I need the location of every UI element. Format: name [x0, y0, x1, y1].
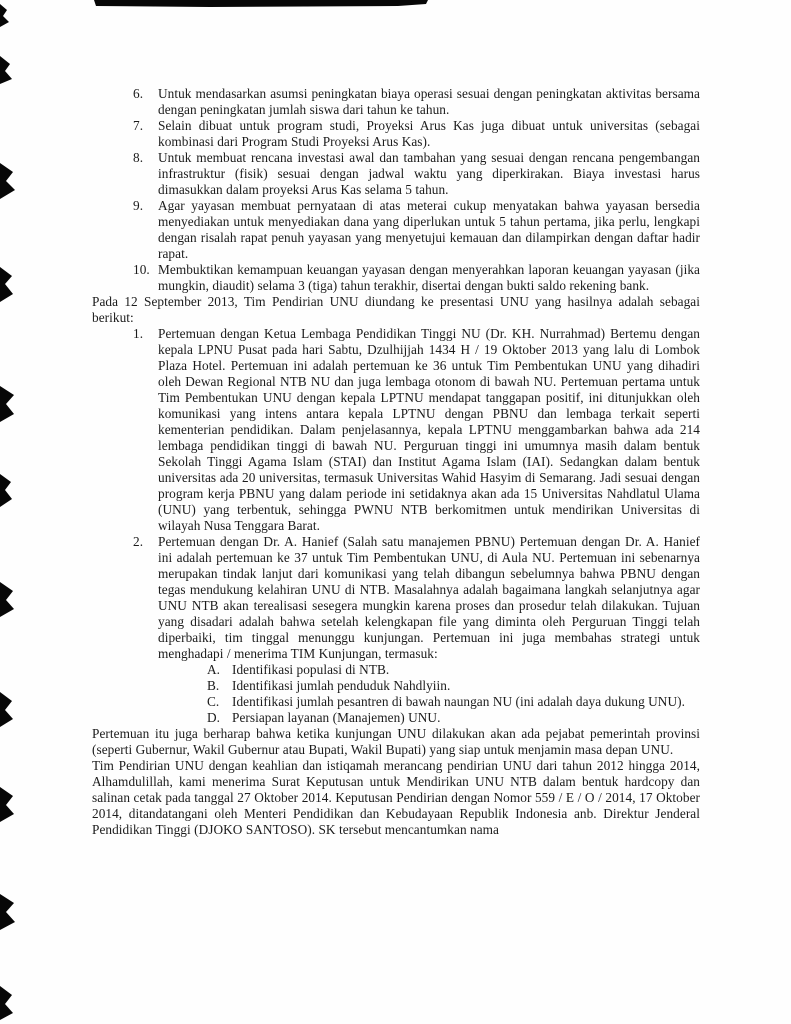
list-item-number: 10.	[133, 262, 150, 277]
list-item-meeting-2	[92, 534, 700, 662]
list-item	[92, 678, 700, 694]
list-item-number: 6.	[133, 86, 144, 101]
scan-artifact-left-mark	[0, 787, 14, 822]
scan-artifact-left-mark	[0, 692, 13, 727]
list-item-text: Untuk mendasarkan asumsi peningkatan biaya operasi sesuai dengan peningkatan aktivitas bersama dengan peningkatan jumlah siswa dari tahun ke tahun.	[158, 86, 700, 117]
list-item-number: 7.	[133, 118, 144, 133]
list-item-text: Persiapan layanan (Manajemen) UNU.	[232, 710, 441, 725]
scan-artifact-left-mark	[0, 894, 15, 930]
scan-artifact-left-mark	[0, 163, 15, 199]
list-item	[92, 198, 700, 262]
numbered-list-6-10	[92, 86, 700, 294]
lettered-sub-list	[92, 662, 700, 726]
list-item-number: 1.	[133, 326, 144, 341]
list-item-text: Pertemuan dengan Dr. A. Hanief (Salah satu manajemen PBNU) Pertemuan dengan Dr. A. Hanief ini adalah pertemuan ke 37 untuk Tim Pembentukan UNU, di Aula NU. Pertemuan ini sebenarnya merupakan tindak lanjut dari komunikasi yang telah dibangun sebelumnya bahwa PBNU dengan tegas mendukung kelahiran UNU di NTB. Masalahnya adalah bagaimana langkah selanjutnya agar UNU NTB akan terealisasi sesegera mungkin karena proses dan prosedur telah dilakukan. Tujuan yang disadari adalah bahwa setelah kelengkapan file yang diminta oleh Perguruan Tinggi telah diperbaiki, tim tinggal menunggu kunjungan. Pertemuan ini juga membahas strategi untuk menghadapi / menerima TIM Kunjungan, termasuk:	[158, 534, 700, 661]
scan-artifact-left-mark	[0, 582, 14, 617]
list-item-text: Selain dibuat untuk program studi, Proyeksi Arus Kas juga dibuat untuk universitas (sebagai kombinasi dari Program Studi Proyeksi Arus Kas).	[158, 118, 700, 149]
list-item-meeting-1	[92, 326, 700, 534]
list-item	[92, 118, 700, 150]
list-item	[92, 86, 700, 118]
list-item-text: Identifikasi jumlah penduduk Nahdlyiin.	[232, 678, 451, 693]
scan-artifact-left-mark	[0, 4, 9, 27]
list-item-letter: D.	[207, 710, 221, 725]
list-item-number: 8.	[133, 150, 144, 165]
list-item	[92, 662, 700, 678]
list-item-number: 2.	[133, 534, 144, 549]
list-item-text: Identifikasi populasi di NTB.	[232, 662, 390, 677]
list-item-text: Membuktikan kemampuan keuangan yayasan dengan menyerahkan laporan keuangan yayasan (jika mungkin, diaudit) selama 3 (tiga) tahun terakhir, disertai dengan bukti saldo rekening bank.	[158, 262, 700, 293]
list-item	[92, 710, 700, 726]
scan-artifact-left-mark	[0, 474, 12, 507]
document-content	[92, 86, 700, 838]
list-item	[92, 150, 700, 198]
list-item-text: Untuk membuat rencana investasi awal dan tambahan yang sesuai dengan rencana pengembangan infrastruktur (fisik) sesuai dengan jadwal waktu yang diperkirakan. Biaya investasi harus dimasukkan dalam proyeksi Arus Kas selama 5 tahun.	[158, 150, 700, 197]
list-item	[92, 262, 700, 294]
closing-paragraph-2: Tim Pendirian UNU dengan keahlian dan istiqamah merancang pendirian UNU dari tahun 2012 hingga 2014, Alhamdulillah, kami menerima Surat Keputusan untuk Mendirikan UNU NTB dalam bentuk hardcopy dan salinan cetak pada tanggal 27 Oktober 2014. Keputusan Pendirian dengan Nomor 559 / E / O / 2014, 17 Oktober 2014, ditandatangani oleh Menteri Pendidikan dan Kebudayaan Republik Indonesia anb. Direktur Jenderal Pendidikan Tinggi (DJOKO SANTOSO). SK tersebut mencantumkan nama	[92, 758, 700, 837]
intro-paragraph: Pada 12 September 2013, Tim Pendirian UNU diundang ke presentasi UNU yang hasilnya adalah sebagai berikut:	[92, 294, 700, 325]
list-item	[92, 694, 700, 710]
scan-artifact-left-mark	[0, 267, 13, 302]
list-item-text: Pertemuan dengan Ketua Lembaga Pendidikan Tinggi NU (Dr. KH. Nurrahmad) Bertemu dengan kepala LPNU Pusat pada hari Sabtu, Dzulhijjah 1434 H / 19 Oktober 2013 yang lalu di Lombok Plaza Hotel. Pertemuan ini adalah pertemuan ke 36 untuk Tim Pembentukan UNU yang dihadiri oleh Dewan Regional NTB NU dan juga lembaga otonom di bawah NU. Pertemuan pertama untuk Tim Pembentukan UNU dengan kepala LPTNU mendapat tanggapan positif, ini ditunjukkan oleh komunikasi yang intens antara kepala LPTNU dengan PBNU dan lembaga terkait seperti kementerian pendidikan. Dalam penjelasannya, kepala LPTNU menggambarkan bahwa ada 214 lembaga pendidikan tinggi di bawah NU. Perguruan tinggi ini umumnya masih dalam bentuk Sekolah Tinggi Agama Islam (STAI) dan Institut Agama Islam (IAI). Sedangkan dalam bentuk universitas ada 20 universitas, termasuk Universitas Wahid Hasyim di Semarang. Jadi sesuai dengan program kerja PBNU yang dalam periode ini setidaknya akan ada 15 Universitas Nahdlatul Ulama (UNU) yang terbentuk, sehingga PWNU NTB berkomitmen untuk mendirikan Universitas di wilayah Nusa Tenggara Barat.	[158, 326, 700, 533]
closing-paragraph-1: Pertemuan itu juga berharap bahwa ketika kunjungan UNU dilakukan akan ada pejabat pemerintah provinsi (seperti Gubernur, Wakil Gubernur atau Bupati, Wakil Bupati) yang siap untuk menjamin masa depan UNU.	[92, 726, 700, 757]
list-item-letter: C.	[207, 694, 220, 709]
scan-artifact-left-mark	[0, 986, 13, 1020]
list-item-number: 9.	[133, 198, 144, 213]
scan-artifact-left-mark	[0, 386, 14, 422]
list-item-letter: B.	[207, 678, 220, 693]
list-item-text: Agar yayasan membuat pernyataan di atas meterai cukup menyatakan bahwa yayasan bersedia menyediakan untuk menyediakan dana yang diperlukan untuk 5 tahun pertama, jika perlu, lengkapi dengan risalah rapat penuh yayasan yang menyetujui kemauan dan dilampirkan dengan daftar hadir rapat.	[158, 198, 700, 261]
scan-artifact-left-mark	[0, 56, 12, 84]
list-item-letter: A.	[207, 662, 221, 677]
list-item-text: Identifikasi jumlah pesantren di bawah naungan NU (ini adalah daya dukung UNU).	[232, 694, 685, 709]
scan-artifact-top-bar	[94, 0, 428, 7]
